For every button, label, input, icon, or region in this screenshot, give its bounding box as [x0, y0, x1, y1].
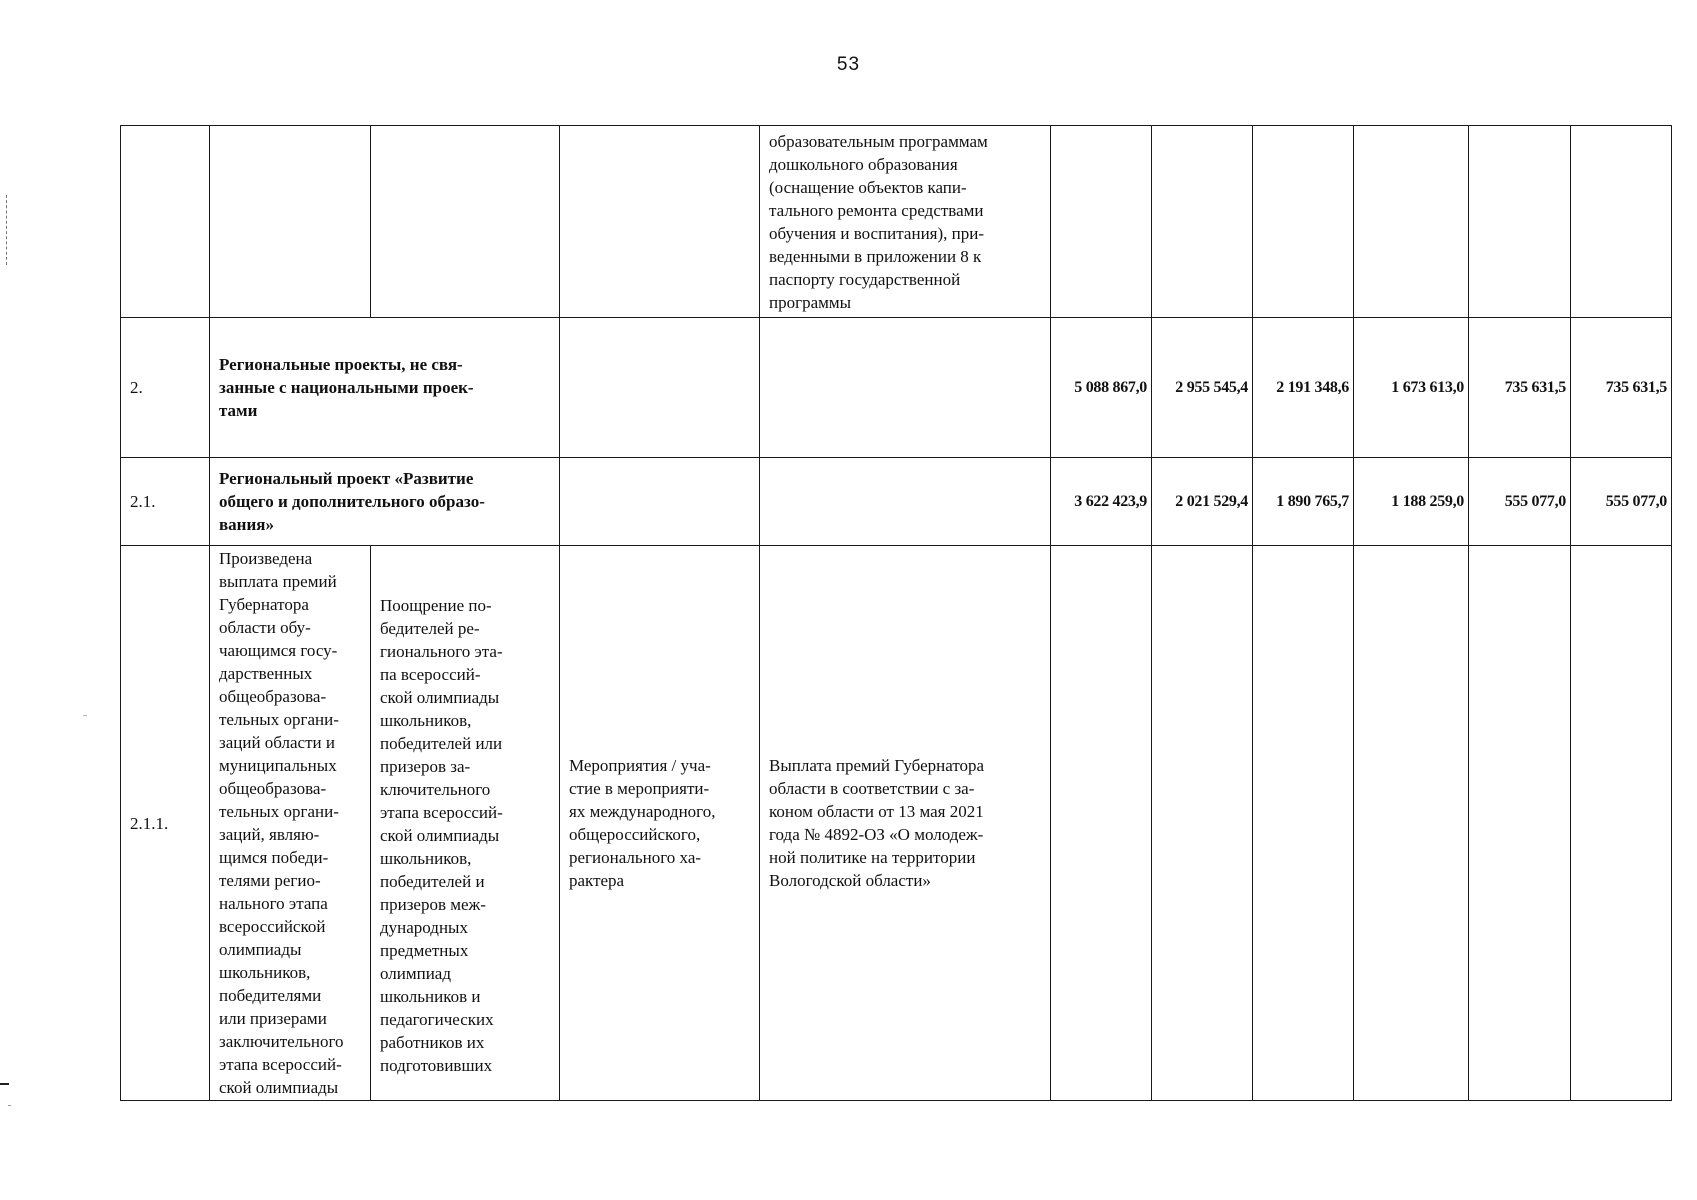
value-cell: 1 188 259,0: [1354, 458, 1469, 546]
cell-type: [560, 126, 760, 318]
value-cell: 555 077,0: [1469, 458, 1571, 546]
description-text: Выплата премий Губернатора области в соответствии с за- коном области от 13 мая 2021 года № 4892-ОЗ «О молодеж- ной политике на территории Вологодской области»: [769, 756, 985, 890]
row-number: 2.1.1.: [121, 546, 210, 1101]
cell-value: [1253, 546, 1354, 1101]
binding-marks: [6, 195, 9, 265]
cell-result: [210, 546, 371, 1101]
type-text: Мероприятия / уча- стие в мероприяти- ях международного, общероссийского, регионального ха- рактера: [569, 756, 716, 890]
table-row-2-1: [121, 458, 1672, 546]
row-number: 2.: [121, 318, 210, 458]
cell-value: [1469, 546, 1571, 1101]
cell-description: [760, 458, 1051, 546]
cell-characteristic: [371, 546, 560, 1101]
margin-dot: [8, 1105, 11, 1106]
cell-type: [560, 318, 760, 458]
side-tick: [83, 715, 87, 716]
row-number: 2.1.: [121, 458, 210, 546]
value-cell: 735 631,5: [1469, 318, 1571, 458]
cell-result: [210, 126, 371, 318]
row-title-text: Региональные проекты, не свя- занные с национальными проек- тами: [219, 355, 474, 420]
cell-characteristic: [371, 126, 560, 318]
value-cell: 1 673 613,0: [1354, 318, 1469, 458]
table-row-continuation: [121, 126, 1672, 318]
cell-number: [121, 126, 210, 318]
value-cell: 555 077,0: [1571, 458, 1672, 546]
row-title: [210, 458, 560, 546]
budget-table: [120, 125, 1672, 1101]
value-cell: 3 622 423,9: [1051, 458, 1152, 546]
margin-dash: [0, 1083, 9, 1085]
cell-value: [1571, 126, 1672, 318]
table-row-2: [121, 318, 1672, 458]
table-row-2-1-1: [121, 546, 1672, 1101]
cell-value: [1354, 546, 1469, 1101]
cell-type: [560, 458, 760, 546]
value-cell: 2 191 348,6: [1253, 318, 1354, 458]
value-cell: 735 631,5: [1571, 318, 1672, 458]
cell-type: [560, 546, 760, 1101]
page-number: 53: [836, 54, 861, 75]
cell-description: [760, 126, 1051, 318]
characteristic-text: Поощрение по- бедителей ре- гионального эта- па всероссий- ской олимпиады школьников, победителей или призеров за- ключительного этапа всероссий- ской олимпиады школьников, победителей и призеров меж- дународных предметных олимпиад школьников и педагогических работников их подготовивших: [380, 596, 503, 1075]
cell-value: [1469, 126, 1571, 318]
row-title: [210, 318, 560, 458]
cell-value: [1152, 126, 1253, 318]
value-cell: 2 021 529,4: [1152, 458, 1253, 546]
description-text: образовательным программам дошкольного образования (оснащение объектов капи- тального ремонта средствами обучения и воспитания), при- веденными в приложении 8 к паспорту государственной программы: [769, 131, 988, 312]
cell-value: [1152, 546, 1253, 1101]
result-text: Произведена выплата премий Губернатора области обу- чающимся госу- дарственных общеобразова- тельных органи- заций области и муниципальных общеобразова- тельных органи- заций, являю- щимся победи- телями регио- нального этапа всероссийской олимпиады школьников, победителями или призерами заключительного этапа всероссий- ской олимпиады: [219, 549, 344, 1097]
cell-value: [1051, 546, 1152, 1101]
value-cell: 5 088 867,0: [1051, 318, 1152, 458]
cell-value: [1051, 126, 1152, 318]
row-title-text: Региональный проект «Развитие общего и дополнительного образо- вания»: [219, 469, 485, 534]
cell-description: [760, 546, 1051, 1101]
cell-value: [1354, 126, 1469, 318]
cell-value: [1253, 126, 1354, 318]
value-cell: 2 955 545,4: [1152, 318, 1253, 458]
value-cell: 1 890 765,7: [1253, 458, 1354, 546]
cell-description: [760, 318, 1051, 458]
cell-value: [1571, 546, 1672, 1101]
